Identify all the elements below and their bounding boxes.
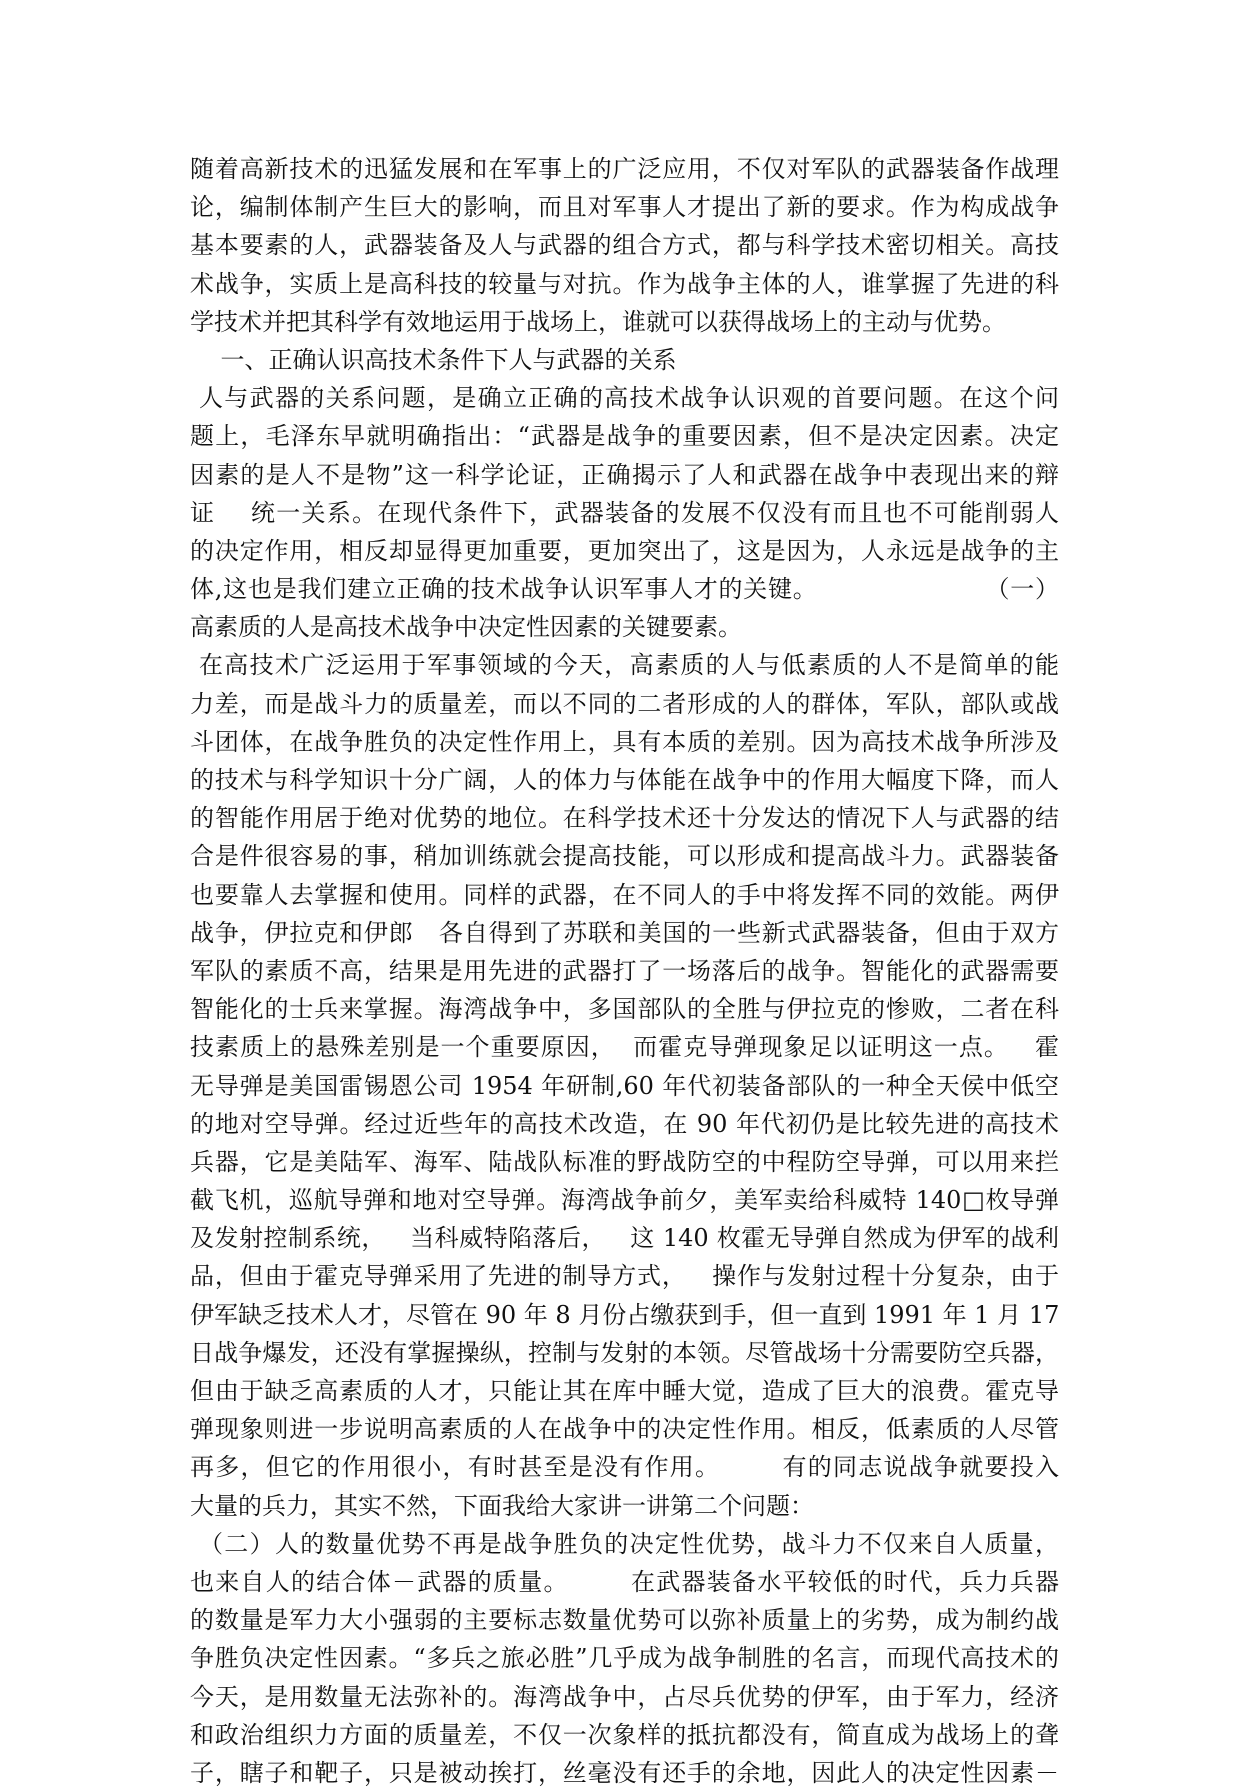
text-line: 斗团体，在战争胜负的决定性作用上，具有本质的差别。因为高技术战争所涉及 [190, 727, 1059, 756]
text-line: 子，瞎子和靶子，只是被动挨打，丝毫没有还手的余地，因此人的决定性因素－ [190, 1758, 1059, 1787]
text-line: 合是件很容易的事，稍加训练就会提高技能，可以形成和提高战斗力。武器装备 [190, 842, 1059, 871]
section-heading: 一、正确认识高技术条件下人与武器的关系 [190, 345, 677, 374]
text-line: 的智能作用居于绝对优势的地位。在科学技术还十分发达的情况下人与武器的结 [190, 804, 1059, 833]
text-line: 伊军缺乏技术人才，尽管在 90 年 8 月份占缴获到手，但一直到 1991 年 1 月 17 [190, 1300, 1060, 1329]
text-line: 题上，毛泽东早就明确指出：“武器是战争的重要因素，但不是决定因素。决定 [190, 422, 1059, 451]
text-line: 证 统一关系。在现代条件下，武器装备的发展不仅没有而且也不可能削弱人 [190, 498, 1059, 527]
text-line: 争胜负决定性因素。“多兵之旅必胜”几乎成为战争制胜的名言，而现代高技术的 [190, 1644, 1059, 1673]
text-line: 力差，而是战斗力的质量差，而以不同的二者形成的人的群体，军队，部队或战 [190, 689, 1059, 718]
text-line: 基本要素的人，武器装备及人与武器的组合方式，都与科学技术密切相关。高技 [190, 231, 1059, 260]
text-line: 兵器，它是美陆军、海军、陆战队标准的野战防空的中程防空导弹，可以用来拦 [190, 1147, 1059, 1176]
text-line: 也来自人的结合体－武器的质量。 在武器装备水平较低的时代，兵力兵器 [190, 1567, 1059, 1596]
text-line: 截飞机，巡航导弹和地对空导弹。海湾战争前夕，美军卖给科威特 140□枚导弹 [190, 1186, 1059, 1215]
text-line: 论，编制体制产生巨大的影响，而且对军事人才提出了新的要求。作为构成战争 [190, 193, 1059, 222]
text-line: 技素质上的悬殊差别是一个重要原因， 而霍克导弹现象足以证明这一点。 霍 [190, 1033, 1059, 1062]
text-line: 的决定作用，相反却显得更加重要，更加突出了，这是因为，人永远是战争的主 [190, 536, 1059, 565]
text-line: 也要靠人去掌握和使用。同样的武器，在不同人的手中将发挥不同的效能。两伊 [190, 880, 1059, 909]
text-line: 但由于缺乏高素质的人才，只能让其在库中睡大觉，造成了巨大的浪费。霍克导 [190, 1377, 1059, 1405]
text-line: 和政治组织力方面的质量差，不仅一次象样的抵抗都没有，简直成为战场上的聋 [190, 1720, 1059, 1749]
text-line: 大量的兵力，其实不然，下面我给大家讲一讲第二个问题： [190, 1491, 814, 1520]
text-line: 因素的是人不是物”这一科学论证，正确揭示了人和武器在战争中表现出来的辩 [190, 460, 1059, 489]
text-line: 日战争爆发，还没有掌握操纵，控制与发射的本领。尽管战场十分需要防空兵器， [190, 1338, 1059, 1367]
text-line: 及发射控制系统， 当科威特陷落后， 这 140 枚霍无导弹自然成为伊军的战利 [190, 1224, 1059, 1253]
text-line: 品，但由于霍克导弹采用了先进的制导方式， 操作与发射过程十分复杂，由于 [190, 1262, 1059, 1291]
text-line: 体,这也是我们建立正确的技术战争认识军事人才的关键。 （一） [190, 575, 1059, 604]
text-line: 智能化的士兵来掌握。海湾战争中，多国部队的全胜与伊拉克的惨败，二者在科 [190, 995, 1059, 1024]
document-body [190, 150, 1059, 1792]
text-line: 弹现象则进一步说明高素质的人在战争中的决定性作用。相反，低素质的人尽管 [190, 1415, 1059, 1444]
text-line: 随着高新技术的迅猛发展和在军事上的广泛应用，不仅对军队的武器装备作战理 [190, 155, 1059, 183]
text-line: 今天，是用数量无法弥补的。海湾战争中，占尽兵优势的伊军，由于军力，经济 [190, 1682, 1059, 1711]
subsection-heading: （二）人的数量优势不再是战争胜负的决定性优势，战斗力不仅来自人质量， [190, 1529, 1059, 1558]
text-line: 军队的素质不高，结果是用先进的武器打了一场落后的战争。智能化的武器需要 [190, 956, 1059, 985]
text-line: 术战争，实质上是高科技的较量与对抗。作为战争主体的人，谁掌握了先进的科 [190, 269, 1059, 298]
text-line: 在高技术广泛运用于军事领域的今天，高素质的人与低素质的人不是简单的能 [190, 651, 1059, 680]
text-line: 无导弹是美国雷锡恩公司 1954 年研制,60 年代初装备部队的一种全天侯中低空 [190, 1071, 1059, 1100]
text-line: 的地对空导弹。经过近些年的高技术改造，在 90 年代初仍是比较先进的高技术 [190, 1109, 1059, 1138]
text-line: 战争，伊拉克和伊郎 各自得到了苏联和美国的一些新式武器装备，但由于双方 [190, 918, 1059, 947]
text-line: 人与武器的关系问题，是确立正确的高技术战争认识观的首要问题。在这个问 [190, 384, 1059, 413]
text-line: 学技术并把其科学有效地运用于战场上，谁就可以获得战场上的主动与优势。 [190, 307, 1006, 336]
text-line: 的技术与科学知识十分广阔，人的体力与体能在战争中的作用大幅度下降，而人 [190, 766, 1059, 794]
text-line: 再多，但它的作用很小，有时甚至是没有作用。 有的同志说战争就要投入 [190, 1453, 1059, 1482]
text-line: 的数量是军力大小强弱的主要标志数量优势可以弥补质量上的劣势，成为制约战 [190, 1606, 1059, 1635]
subsection-heading: 高素质的人是高技术战争中决定性因素的关键要素。 [190, 613, 742, 642]
